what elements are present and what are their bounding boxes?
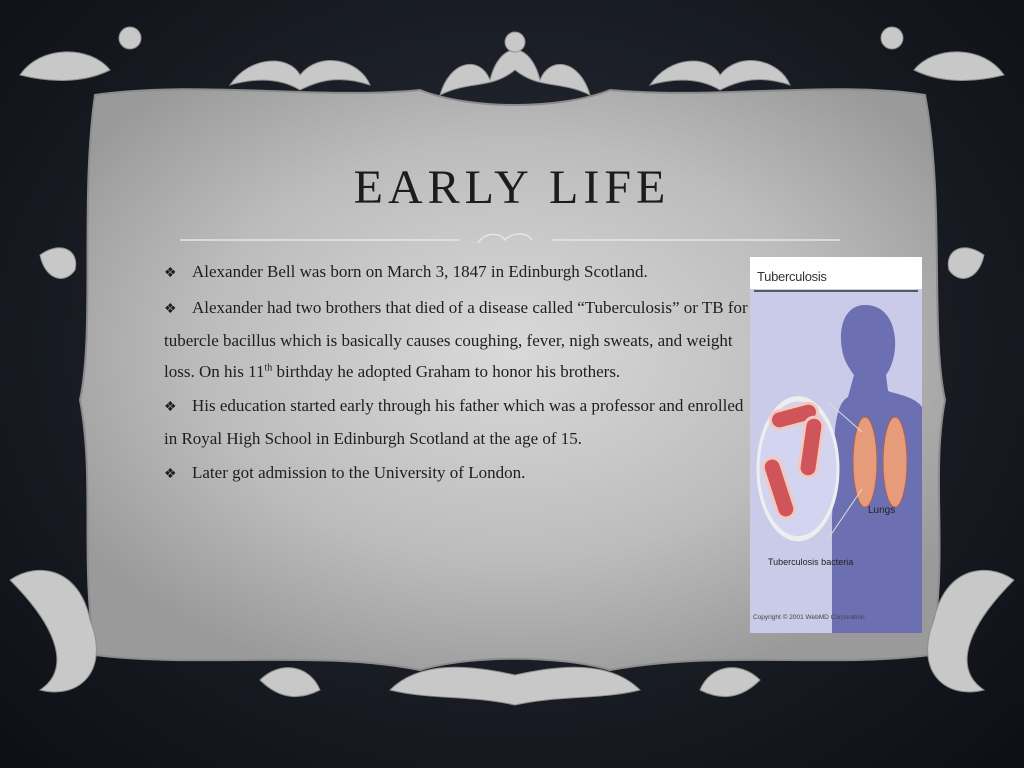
tuberculosis-diagram: [750, 257, 922, 633]
bullet-text: Alexander had two brothers that died of a disease called “Tuberculosis” or TB for tubercle bacillus which is basically causes coughing, fever, nigh sweats, and weight loss. On his 11: [164, 298, 748, 381]
diamond-quad-bullet-icon: ❖: [164, 266, 177, 281]
bullet-text: Later got admission to the University of London.: [192, 463, 526, 482]
bullet-item: [164, 457, 749, 490]
bacteria-label: Tuberculosis bacteria: [768, 557, 854, 567]
diamond-quad-bullet-icon: ❖: [164, 467, 177, 482]
lungs-label: Lungs: [868, 505, 896, 516]
diamond-quad-bullet-icon: ❖: [164, 400, 177, 415]
bullet-text: His education started early through his father which was a professor and enrolled in Royal High School in Edinburgh Scotland at the age of 15.: [164, 396, 744, 448]
bullet-text-continued: birthday he adopted Graham to honor his brothers.: [272, 362, 621, 381]
bullet-item: [164, 390, 749, 454]
diamond-quad-bullet-icon: ❖: [164, 302, 177, 317]
superscript: th: [264, 362, 273, 374]
bullet-item: [164, 256, 749, 289]
top-ornament: [20, 27, 1004, 95]
tuberculosis-illustration: [750, 257, 922, 633]
image-title: Tuberculosis: [757, 269, 827, 284]
right-lung: [883, 417, 907, 507]
slide-title: EARLY LIFE: [353, 161, 671, 214]
bullet-list: [164, 256, 749, 493]
bullet-text: Alexander Bell was born on March 3, 1847 in Edinburgh Scotland.: [192, 262, 648, 281]
left-lung: [853, 417, 877, 507]
copyright-text: Copyright © 2001 WebMD Corporation: [753, 614, 865, 621]
bullet-item: [164, 292, 749, 387]
